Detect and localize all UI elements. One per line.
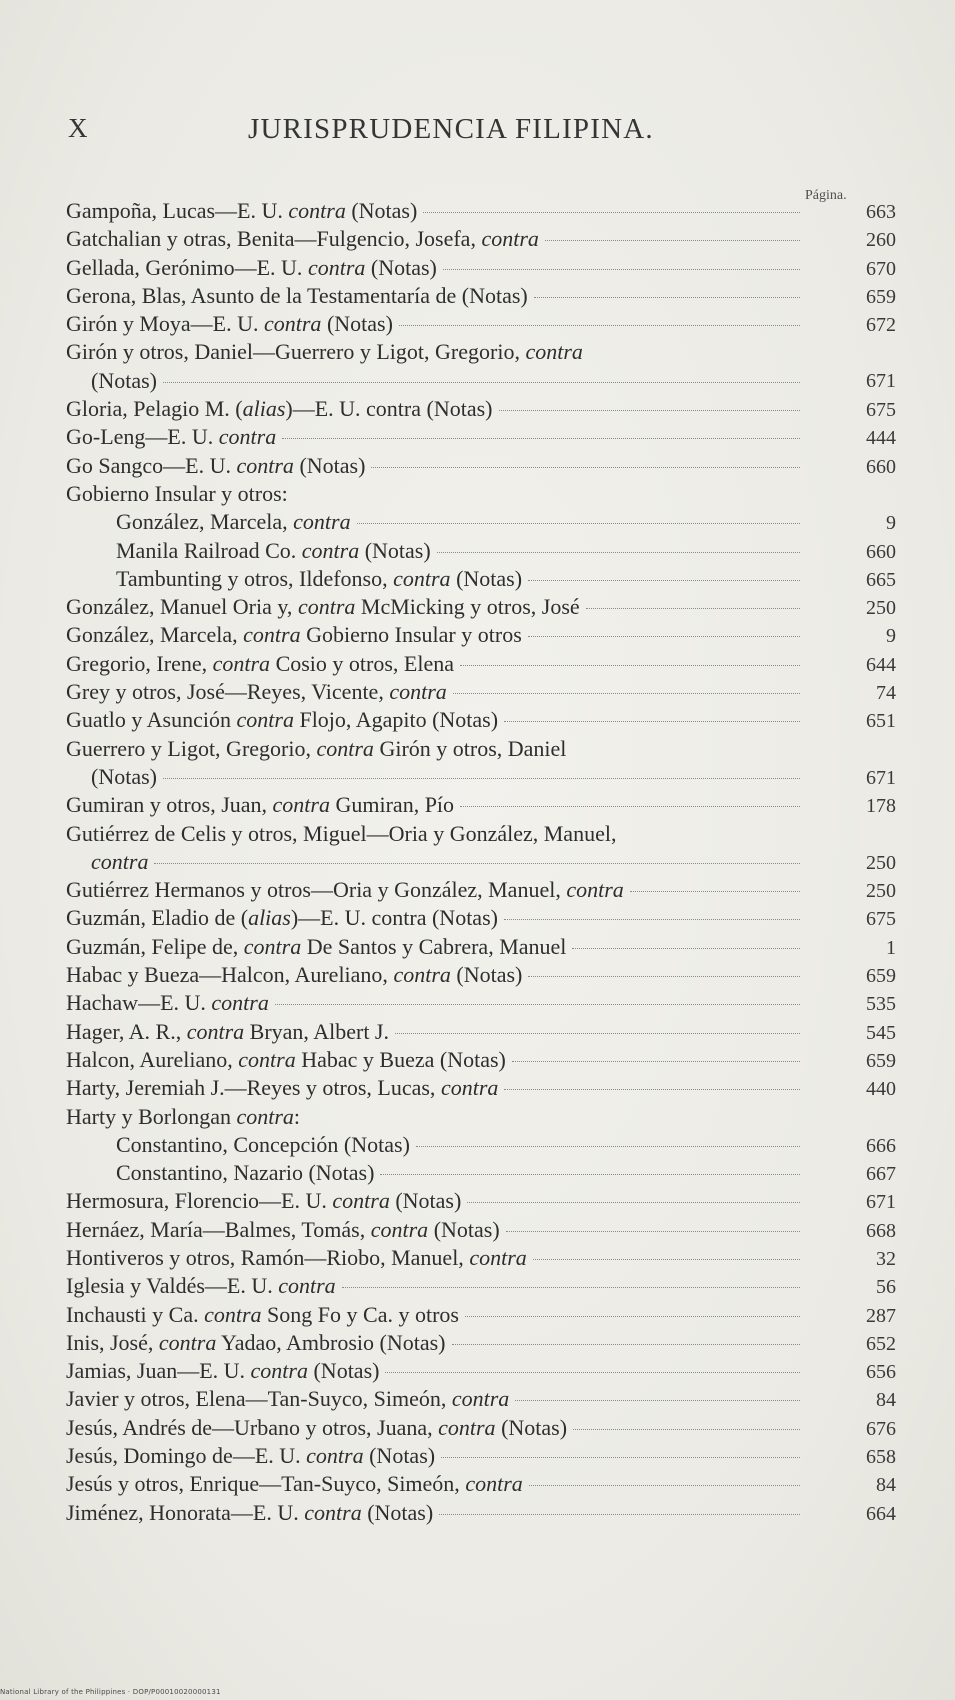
entry-text: [66, 480, 288, 508]
entry-page-number: 665: [866, 568, 896, 591]
entry-segment: Jesús y otros, Enrique—Tan-Suyco, Simeón,: [66, 1471, 466, 1497]
entry-page-number: 667: [866, 1163, 896, 1186]
entry-page-number: 660: [866, 455, 896, 478]
entry-segment: (Notas): [91, 367, 157, 393]
entry-text: [66, 1216, 500, 1244]
entry-text: [66, 876, 624, 904]
entry-page-number: 9: [886, 625, 896, 648]
entry-italic: contra: [306, 1443, 364, 1469]
entry-text: [66, 1244, 527, 1272]
entry-italic: contra: [297, 594, 356, 620]
entry-italic: contra: [304, 1499, 362, 1525]
leader-dots: [528, 636, 800, 637]
entry-text: [66, 1329, 446, 1357]
entry-text: [66, 310, 393, 338]
leader-dots: [441, 1457, 800, 1458]
leader-dots: [380, 1174, 800, 1175]
entry-text: [66, 791, 454, 819]
leader-dots: [512, 1061, 800, 1062]
entry-segment: Yadao, Ambrosio (Notas): [216, 1329, 446, 1355]
entry-segment: Guzmán, Felipe de,: [66, 933, 244, 959]
entry-italic: contra: [243, 622, 301, 648]
entry-segment: Hermosura, Florencio—E. U.: [66, 1188, 333, 1214]
index-entry: [66, 961, 896, 989]
entry-italic: contra: [236, 707, 294, 733]
entry-text: [66, 1357, 379, 1385]
entry-italic: contra: [370, 1216, 429, 1242]
entry-segment: Cosio y otros, Elena: [270, 650, 454, 676]
entry-text: [66, 1018, 389, 1046]
leader-dots: [630, 891, 800, 892]
leader-dots: [504, 1089, 800, 1090]
entry-segment: Gampoña, Lucas—E. U.: [66, 198, 289, 223]
entry-text: [91, 848, 148, 876]
entry-text: [66, 1385, 509, 1413]
index-entry: [66, 225, 896, 253]
entry-italic: contra: [212, 650, 271, 676]
entry-segment: (Notas): [363, 1443, 436, 1469]
entry-segment: (Notas): [450, 565, 523, 591]
index-entry: [66, 876, 896, 904]
entry-segment: (Notas): [91, 763, 157, 789]
index-entry: [66, 1470, 896, 1498]
entry-segment: González, Marcela,: [116, 509, 294, 535]
entry-segment: Manila Railroad Co.: [116, 537, 302, 563]
entry-page-number: 644: [866, 653, 896, 676]
entry-page-number: 444: [866, 427, 896, 450]
entry-text: [66, 1470, 523, 1498]
entry-segment: Bryan, Albert J.: [244, 1018, 389, 1044]
index-entry: [66, 423, 896, 451]
entry-page-number: 671: [866, 1191, 896, 1214]
leader-dots: [342, 1287, 800, 1288]
entry-page-number: 659: [866, 285, 896, 308]
leader-dots: [572, 948, 800, 949]
entry-text: [66, 593, 580, 621]
entry-segment: Constantino, Concepción (Notas): [116, 1131, 410, 1157]
entry-page-number: 535: [866, 993, 896, 1016]
entry-italic: contra: [288, 198, 346, 223]
entry-page-number: 56: [876, 1276, 896, 1299]
leader-dots: [528, 580, 800, 581]
index-entry: [66, 565, 896, 593]
entry-text: [91, 763, 157, 791]
index-entry: [66, 735, 896, 792]
entry-segment: (Notas): [359, 537, 431, 563]
index-group-heading: [66, 1103, 896, 1131]
entry-italic: contra: [393, 962, 451, 988]
entry-italic: alias: [248, 905, 291, 931]
entry-page-number: 670: [866, 257, 896, 280]
entry-page-number: 658: [866, 1446, 896, 1469]
entry-italic: contra: [218, 424, 277, 450]
entry-text: [66, 1499, 433, 1527]
entry-italic: contra: [158, 1329, 217, 1355]
leader-dots: [460, 665, 800, 666]
entry-segment: González, Marcela,: [66, 622, 244, 648]
entry-segment: (Notas): [321, 311, 393, 337]
entry-italic: contra: [438, 1414, 496, 1440]
leader-dots: [504, 721, 800, 722]
leader-dots: [506, 1231, 800, 1232]
leader-dots: [399, 325, 800, 326]
entry-segment: De Santos y Cabrera, Manuel: [301, 933, 567, 959]
entry-page-number: 671: [866, 370, 896, 393]
entry-italic: contra: [440, 1075, 499, 1101]
leader-dots: [515, 1400, 800, 1401]
entry-segment: Song Fo y Ca. y otros: [261, 1301, 459, 1327]
entry-segment: Harty y Borlongan: [66, 1103, 237, 1129]
index-entry: [66, 933, 896, 961]
entry-italic: contra: [332, 1188, 390, 1214]
entry-page-number: 74: [876, 682, 896, 705]
entry-segment: Gellada, Gerónimo—E. U.: [66, 254, 308, 280]
entry-segment: Guatlo y Asunción: [66, 707, 237, 733]
entry-page-number: 659: [866, 1049, 896, 1072]
entry-text: [66, 678, 447, 706]
index-entry: [66, 820, 896, 877]
entry-page-number: 1: [886, 936, 896, 959]
entry-segment: Gutiérrez Hermanos y otros—Oria y González, Manuel,: [66, 877, 567, 903]
entry-text: [116, 565, 522, 593]
entry-italic: contra: [293, 509, 351, 535]
entry-text: [116, 1131, 410, 1159]
entry-page-number: 250: [866, 880, 896, 903]
index-entry: [66, 310, 896, 338]
entry-text: [66, 1301, 459, 1329]
entry-segment: (Notas): [365, 254, 437, 280]
leader-dots: [528, 976, 800, 977]
index-entry: [66, 1272, 896, 1300]
entry-italic: contra: [91, 848, 149, 874]
entry-page-number: 668: [866, 1219, 896, 1242]
entry-page-number: 675: [866, 399, 896, 422]
entry-segment: Javier y otros, Elena—Tan-Suyco, Simeón,: [66, 1386, 452, 1412]
index-entry: [66, 1357, 896, 1385]
entry-segment: Jiménez, Honorata—E. U.: [66, 1499, 305, 1525]
leader-dots: [395, 1033, 800, 1034]
entry-segment: (Notas): [495, 1414, 568, 1440]
index-entry: [66, 508, 896, 536]
entry-italic: contra: [389, 679, 447, 705]
index-entry: [66, 706, 896, 734]
entry-segment: (Notas): [307, 1358, 380, 1384]
entry-text: [66, 820, 616, 848]
leader-dots: [467, 1202, 800, 1203]
entry-text: [66, 1187, 461, 1215]
entry-segment: (Notas): [293, 452, 366, 478]
index-entry: [66, 593, 896, 621]
entry-text: [66, 338, 583, 366]
entry-italic: contra: [525, 339, 583, 365]
leader-dots: [573, 1429, 800, 1430]
leader-dots: [163, 778, 800, 779]
entry-italic: contra: [186, 1018, 245, 1044]
index-entry: [66, 197, 896, 225]
index-entry: [66, 254, 896, 282]
entry-italic: alias: [242, 396, 286, 422]
entry-segment: Iglesia y Valdés—E. U.: [66, 1273, 279, 1299]
index-entry: [66, 1074, 896, 1102]
leader-dots: [385, 1372, 800, 1373]
entry-text: [66, 904, 498, 932]
index-entry: [66, 1159, 896, 1187]
leader-dots: [163, 382, 800, 383]
entry-segment: Jamias, Juan—E. U.: [66, 1358, 251, 1384]
leader-dots: [499, 410, 801, 411]
entry-italic: contra: [481, 226, 539, 252]
entry-segment: Constantino, Nazario (Notas): [116, 1160, 375, 1186]
entry-page-number: 659: [866, 965, 896, 988]
entry-page-number: 9: [886, 512, 896, 535]
entry-segment: Habac y Bueza—Halcon, Aureliano,: [66, 962, 394, 988]
entry-segment: :: [293, 1103, 301, 1129]
leader-dots: [453, 693, 800, 694]
index-group-heading: [66, 480, 896, 508]
entry-segment: McMicking y otros, José: [355, 594, 580, 620]
page-title: JURISPRUDENCIA FILIPINA.: [248, 113, 654, 145]
entry-page-number: 651: [866, 710, 896, 733]
entry-segment: Inchausti y Ca.: [66, 1301, 205, 1327]
leader-dots: [371, 467, 800, 468]
entry-segment: (Notas): [389, 1188, 462, 1214]
entry-page-number: 250: [866, 851, 896, 874]
entry-page-number: 656: [866, 1361, 896, 1384]
entry-segment: Guerrero y Ligot, Gregorio,: [66, 735, 317, 761]
entry-italic: contra: [250, 1358, 308, 1384]
entry-page-number: 660: [866, 540, 896, 563]
entry-page-number: 663: [866, 201, 896, 223]
entry-text: [66, 1414, 567, 1442]
leader-dots: [529, 1485, 800, 1486]
entry-segment: Jesús, Andrés de—Urbano y otros, Juana,: [66, 1414, 439, 1440]
index-entry: [66, 338, 896, 395]
leader-dots: [534, 297, 800, 298]
entry-segment: Halcon, Aureliano,: [66, 1046, 239, 1072]
entry-text: [66, 1272, 336, 1300]
leader-dots: [533, 1259, 800, 1260]
entry-text: [116, 508, 351, 536]
entry-italic: contra: [451, 1386, 510, 1412]
entry-page-number: 178: [866, 795, 896, 818]
entry-page-number: 84: [876, 1389, 896, 1412]
entry-text: [66, 933, 566, 961]
entry-text: [66, 197, 417, 225]
entry-text: [66, 282, 528, 310]
entry-text: [66, 650, 454, 678]
entry-text: [66, 1103, 300, 1131]
index-entry: [66, 282, 896, 310]
leader-dots: [275, 1004, 800, 1005]
leader-dots: [443, 269, 800, 270]
entry-segment: Gutiérrez de Celis y otros, Miguel—Oria y González, Manuel,: [66, 820, 617, 846]
entry-segment: Go-Leng—E. U.: [66, 424, 219, 450]
index-entry: [66, 395, 896, 423]
entry-page-number: 250: [866, 597, 896, 620]
index-entry: [66, 989, 896, 1017]
leader-dots: [154, 863, 800, 864]
entry-italic: contra: [236, 452, 294, 478]
entry-segment: Girón y otros, Daniel: [373, 735, 567, 761]
entry-page-number: 545: [866, 1021, 896, 1044]
leader-dots: [416, 1146, 800, 1147]
entry-page-number: 675: [866, 908, 896, 931]
entry-page-number: 671: [866, 766, 896, 789]
index-entry: [66, 1216, 896, 1244]
index-entry: [66, 1018, 896, 1046]
entry-segment: Hachaw—E. U.: [66, 990, 212, 1016]
leader-dots: [437, 552, 800, 553]
page-column-heading: Página.: [805, 188, 847, 203]
entry-page-number: 32: [876, 1247, 896, 1270]
index-entry: [66, 452, 896, 480]
entry-segment: Gerona, Blas, Asunto de la Testamentaría de (Notas): [66, 282, 528, 308]
entry-segment: Harty, Jeremiah J.—Reyes y otros, Lucas,: [66, 1075, 441, 1101]
leader-dots: [545, 240, 800, 241]
entry-text: [66, 395, 493, 423]
entry-segment: Gloria, Pelagio M. (: [66, 396, 243, 422]
index-entry: [66, 1414, 896, 1442]
entry-page-number: 287: [866, 1304, 896, 1327]
entry-segment: Gatchalian y otras, Benita—Fulgencio, Josefa,: [66, 226, 482, 252]
entry-segment: Habac y Bueza (Notas): [295, 1046, 506, 1072]
leader-dots: [423, 212, 800, 213]
entry-segment: Gumiran y otros, Juan,: [66, 792, 273, 818]
entry-text: [66, 706, 498, 734]
entry-segment: Flojo, Agapito (Notas): [293, 707, 499, 733]
index-entry: [66, 1187, 896, 1215]
entry-segment: Guzmán, Eladio de (: [66, 905, 249, 931]
entry-italic: contra: [211, 990, 269, 1016]
entry-page-number: 440: [866, 1078, 896, 1101]
entry-text: [66, 423, 276, 451]
entry-segment: Inis, José,: [66, 1329, 159, 1355]
entry-italic: contra: [204, 1301, 262, 1327]
entry-segment: )—E. U. contra (Notas): [285, 396, 493, 422]
leader-dots: [282, 438, 800, 439]
entry-page-number: 666: [866, 1134, 896, 1157]
entry-italic: contra: [278, 1273, 336, 1299]
entry-text: [66, 225, 539, 253]
entry-segment: Hernáez, María—Balmes, Tomás,: [66, 1216, 371, 1242]
leader-dots: [357, 523, 800, 524]
entry-segment: Grey y otros, José—Reyes, Vicente,: [66, 679, 390, 705]
entry-italic: contra: [236, 1103, 294, 1129]
entry-segment: )—E. U. contra (Notas): [290, 905, 498, 931]
entry-italic: contra: [307, 254, 366, 280]
index-entry: [66, 791, 896, 819]
entry-segment: Girón y Moya—E. U.: [66, 311, 264, 337]
entry-segment: Hager, A. R.,: [66, 1018, 187, 1044]
entry-text: [66, 1046, 506, 1074]
entry-text: [66, 1074, 498, 1102]
entry-text: [66, 961, 522, 989]
entry-text: [91, 367, 157, 395]
footer-credit: National Library of the Philippines · DOP/P00010020000131: [0, 1688, 221, 1696]
entry-page-number: 676: [866, 1417, 896, 1440]
entry-text: [66, 989, 269, 1017]
index-entry: [66, 537, 896, 565]
entry-segment: (Notas): [450, 962, 523, 988]
entry-italic: contra: [393, 565, 451, 591]
entry-segment: Gumiran, Pío: [329, 792, 455, 818]
leader-dots: [460, 806, 800, 807]
entry-italic: contra: [272, 792, 330, 818]
entry-page-number: 652: [866, 1332, 896, 1355]
entry-text: [116, 1159, 374, 1187]
index-entries: [66, 197, 896, 1527]
index-entry: [66, 650, 896, 678]
leader-dots: [465, 1316, 800, 1317]
entry-segment: Tambunting y otros, Ildefonso,: [116, 565, 394, 591]
leader-dots: [504, 919, 800, 920]
index-entry: [66, 1244, 896, 1272]
entry-italic: contra: [238, 1046, 296, 1072]
entry-text: [116, 537, 431, 565]
entry-segment: (Notas): [361, 1499, 434, 1525]
index-entry: [66, 621, 896, 649]
entry-text: [66, 735, 566, 763]
entry-segment: (Notas): [428, 1216, 500, 1242]
entry-italic: contra: [469, 1244, 527, 1270]
entry-segment: Gobierno Insular y otros:: [66, 480, 288, 506]
entry-italic: contra: [263, 311, 322, 337]
entry-page-number: 664: [866, 1502, 896, 1525]
entry-italic: contra: [316, 735, 374, 761]
entry-text: [66, 621, 522, 649]
entry-page-number: 672: [866, 314, 896, 337]
index-entry: [66, 678, 896, 706]
index-entry: [66, 1046, 896, 1074]
entry-segment: Jesús, Domingo de—E. U.: [66, 1443, 307, 1469]
leader-dots: [586, 608, 800, 609]
entry-segment: Go Sangco—E. U.: [66, 452, 237, 478]
leader-dots: [439, 1514, 800, 1515]
entry-italic: contra: [465, 1471, 523, 1497]
index-entry: [66, 1442, 896, 1470]
entry-segment: (Notas): [345, 198, 418, 223]
index-entry: [66, 1329, 896, 1357]
index-entry: [66, 1131, 896, 1159]
index-entry: [66, 1499, 896, 1527]
entry-segment: Hontiveros y otros, Ramón—Riobo, Manuel,: [66, 1244, 470, 1270]
entry-text: [66, 452, 365, 480]
entry-text: [66, 1442, 435, 1470]
leader-dots: [452, 1344, 800, 1345]
entry-page-number: 84: [876, 1474, 896, 1497]
index-entry: [66, 1301, 896, 1329]
entry-italic: contra: [243, 933, 302, 959]
entry-segment: Girón y otros, Daniel—Guerrero y Ligot, Gregorio,: [66, 339, 526, 365]
entry-italic: contra: [301, 537, 360, 563]
index-entry: [66, 1385, 896, 1413]
entry-segment: González, Manuel Oria y,: [66, 594, 298, 620]
entry-segment: Gregorio, Irene,: [66, 650, 213, 676]
index-entry: [66, 904, 896, 932]
entry-text: [66, 254, 437, 282]
entry-segment: Gobierno Insular y otros: [300, 622, 522, 648]
page-number-roman: X: [68, 113, 89, 143]
entry-page-number: 260: [866, 229, 896, 252]
entry-italic: contra: [566, 877, 624, 903]
page-header: [68, 113, 808, 153]
